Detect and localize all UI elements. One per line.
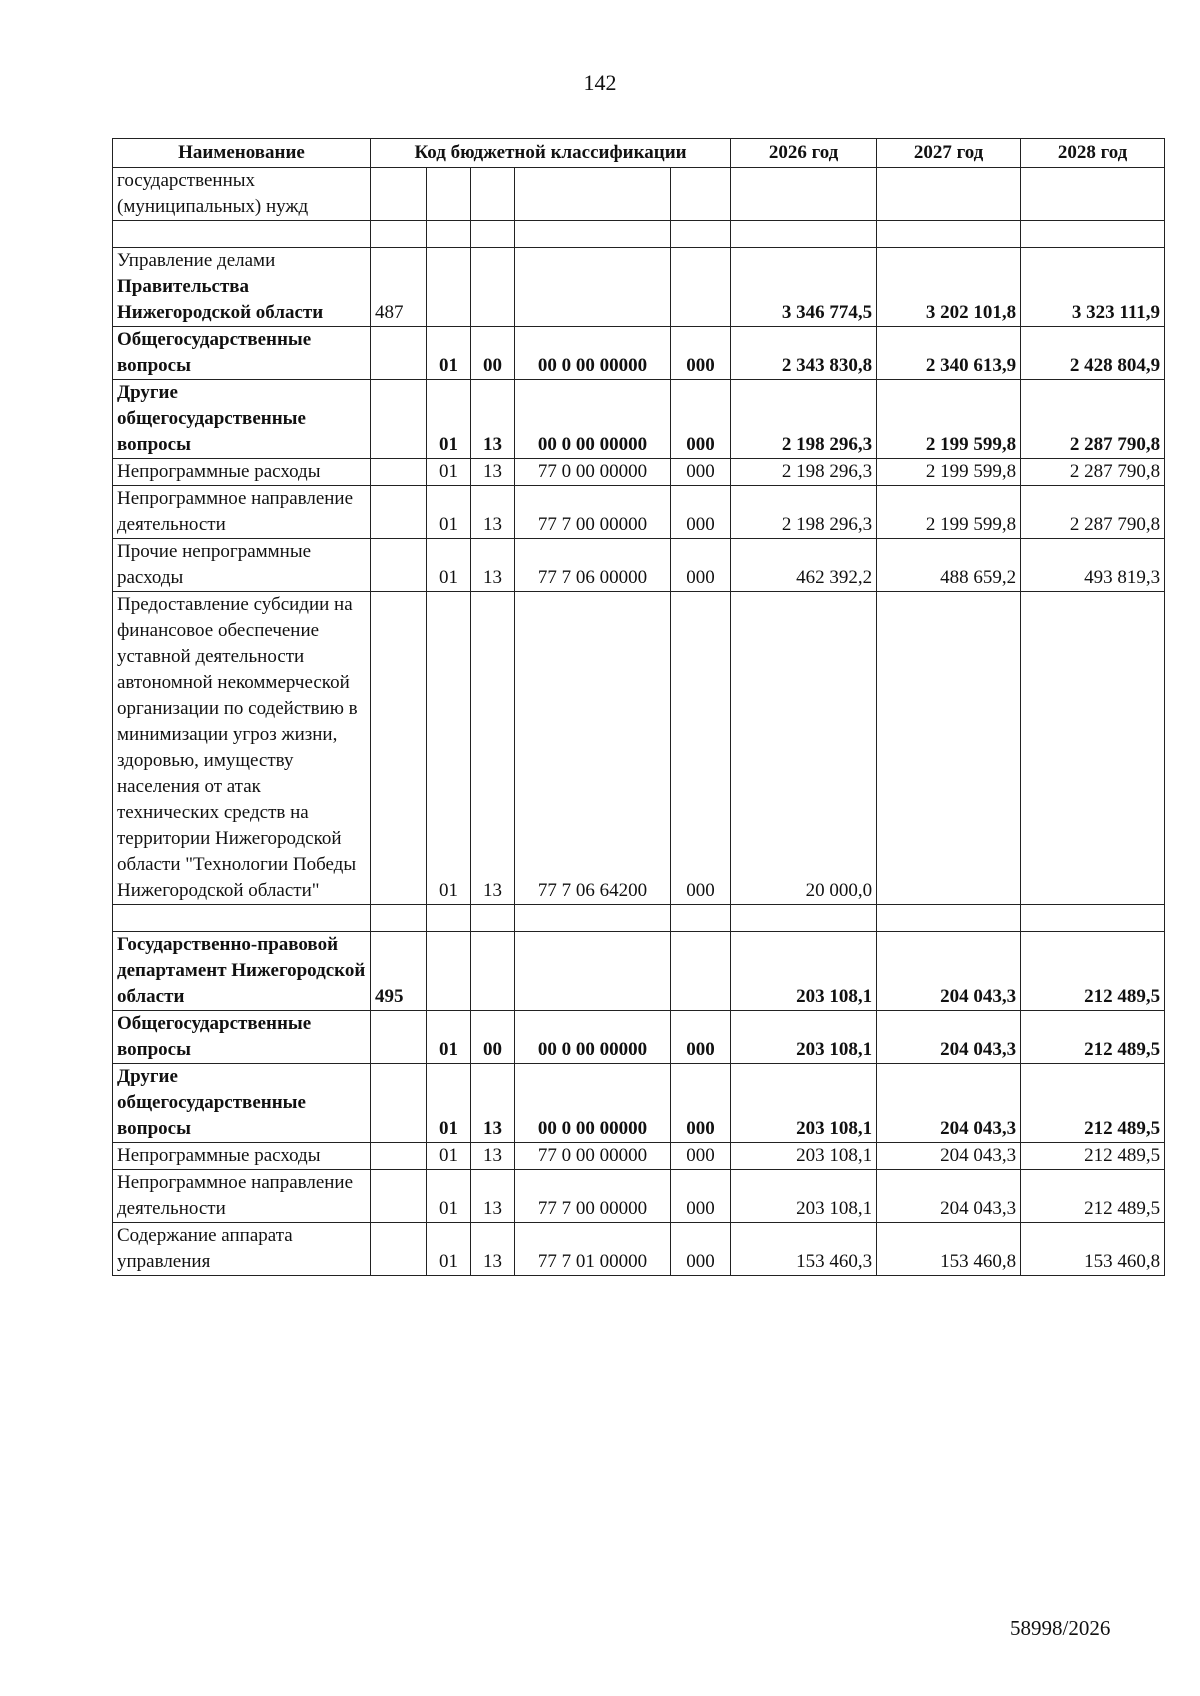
cell-name-regular: Управление делами [117,250,276,271]
cell-gr [371,486,427,539]
header-code: Код бюджетной классификации [371,139,731,168]
cell-year-3: 2 287 790,8 [1021,459,1165,486]
header-year-2: 2027 год [877,139,1021,168]
cell-rz: 01 [427,1223,471,1276]
cell-rz: 01 [427,592,471,905]
table-row [113,327,1165,380]
cell-pr: 13 [471,1064,515,1143]
cell-rz [427,168,471,221]
cell-cs: 77 7 06 64200 [515,592,671,905]
cell-name: государственных (муниципальных) нужд [113,168,371,221]
cell-rz: 01 [427,380,471,459]
cell-vr: 000 [671,539,731,592]
cell-cs: 00 0 00 00000 [515,380,671,459]
cell-gr [371,1064,427,1143]
table-row [113,459,1165,486]
spacer-row [113,221,1165,248]
cell-gr [371,1143,427,1170]
cell-rz: 01 [427,1143,471,1170]
table-row [113,1064,1165,1143]
cell-rz [427,248,471,327]
table-header-row [113,139,1165,168]
cell-rz: 01 [427,539,471,592]
cell-name: Непрограммное направление деятельности [113,486,371,539]
cell-vr: 000 [671,380,731,459]
cell-year-2: 2 340 613,9 [877,327,1021,380]
cell-name: Общегосударственные вопросы [113,327,371,380]
cell-year-3: 212 489,5 [1021,1143,1165,1170]
cell-pr: 13 [471,592,515,905]
cell-name: Непрограммные расходы [113,459,371,486]
cell-name: Общегосударственные вопросы [113,1011,371,1064]
cell-gr [371,168,427,221]
cell-year-2: 204 043,3 [877,1064,1021,1143]
empty-cell [515,905,671,932]
cell-pr [471,248,515,327]
cell-cs: 00 0 00 00000 [515,1011,671,1064]
empty-cell [877,905,1021,932]
empty-cell [1021,221,1165,248]
table-row [113,486,1165,539]
cell-year-1: 2 198 296,3 [731,380,877,459]
cell-name: Государственно-правовой департамент Нижегородской области [113,932,371,1011]
cell-pr: 13 [471,380,515,459]
table-row [113,248,1165,327]
empty-cell [371,905,427,932]
empty-cell [471,905,515,932]
cell-year-1: 203 108,1 [731,1170,877,1223]
cell-year-2: 204 043,3 [877,1170,1021,1223]
header-year-1: 2026 год [731,139,877,168]
cell-year-1: 20 000,0 [731,592,877,905]
budget-table [112,138,1165,1276]
cell-pr: 13 [471,539,515,592]
cell-pr: 00 [471,1011,515,1064]
cell-cs: 77 7 06 00000 [515,539,671,592]
cell-year-3: 493 819,3 [1021,539,1165,592]
cell-rz: 01 [427,327,471,380]
document-number: 58998/2026 [1010,1616,1111,1640]
cell-gr [371,327,427,380]
cell-year-1: 2 198 296,3 [731,459,877,486]
cell-cs: 00 0 00 00000 [515,327,671,380]
cell-year-3: 212 489,5 [1021,1064,1165,1143]
cell-year-3 [1021,592,1165,905]
cell-gr [371,380,427,459]
empty-cell [671,905,731,932]
cell-gr [371,1011,427,1064]
cell-vr: 000 [671,459,731,486]
cell-year-1: 153 460,3 [731,1223,877,1276]
spacer-row [113,905,1165,932]
cell-name: Непрограммные расходы [113,1143,371,1170]
cell-name [113,248,371,327]
cell-year-2: 2 199 599,8 [877,459,1021,486]
cell-name: Прочие непрограммные расходы [113,539,371,592]
empty-cell [1021,905,1165,932]
cell-year-1: 203 108,1 [731,1011,877,1064]
cell-pr: 13 [471,459,515,486]
cell-gr [371,459,427,486]
cell-gr [371,592,427,905]
header-name: Наименование [113,139,371,168]
empty-cell [113,221,371,248]
table-body [113,168,1165,1276]
page-number: 142 [583,70,617,95]
cell-vr: 000 [671,1170,731,1223]
cell-year-1: 462 392,2 [731,539,877,592]
cell-name: Содержание аппарата управления [113,1223,371,1276]
empty-cell [427,905,471,932]
table-row [113,168,1165,221]
cell-cs: 77 7 01 00000 [515,1223,671,1276]
cell-pr: 13 [471,486,515,539]
table-row [113,539,1165,592]
empty-cell [671,221,731,248]
cell-year-3: 212 489,5 [1021,932,1165,1011]
cell-year-2: 153 460,8 [877,1223,1021,1276]
cell-rz: 01 [427,459,471,486]
cell-pr [471,932,515,1011]
cell-year-2: 3 202 101,8 [877,248,1021,327]
table-row [113,932,1165,1011]
cell-year-1 [731,168,877,221]
cell-year-3: 212 489,5 [1021,1011,1165,1064]
cell-year-2 [877,168,1021,221]
cell-gr [371,539,427,592]
cell-year-3: 2 428 804,9 [1021,327,1165,380]
cell-year-2: 204 043,3 [877,1143,1021,1170]
cell-vr: 000 [671,1143,731,1170]
cell-year-2: 2 199 599,8 [877,486,1021,539]
cell-year-2: 204 043,3 [877,1011,1021,1064]
cell-year-1: 203 108,1 [731,932,877,1011]
cell-gr: 487 [371,248,427,327]
table-row [113,1011,1165,1064]
cell-gr: 495 [371,932,427,1011]
cell-vr [671,932,731,1011]
cell-year-3: 153 460,8 [1021,1223,1165,1276]
cell-rz [427,932,471,1011]
empty-cell [731,905,877,932]
cell-cs [515,932,671,1011]
empty-cell [371,221,427,248]
table-row [113,1223,1165,1276]
cell-pr: 13 [471,1170,515,1223]
cell-year-3: 2 287 790,8 [1021,486,1165,539]
cell-gr [371,1170,427,1223]
cell-name: Непрограммное направление деятельности [113,1170,371,1223]
empty-cell [515,221,671,248]
table-row [113,592,1165,905]
cell-cs: 77 0 00 00000 [515,459,671,486]
cell-pr [471,168,515,221]
empty-cell [427,221,471,248]
cell-vr: 000 [671,486,731,539]
cell-rz: 01 [427,486,471,539]
cell-name-bold: Правительства Нижегородской области [117,276,324,323]
cell-year-1: 203 108,1 [731,1064,877,1143]
cell-name: Другие общегосударственные вопросы [113,380,371,459]
cell-cs [515,248,671,327]
cell-vr [671,168,731,221]
cell-vr [671,248,731,327]
cell-year-3: 3 323 111,9 [1021,248,1165,327]
cell-rz: 01 [427,1011,471,1064]
cell-vr: 000 [671,592,731,905]
cell-year-2: 204 043,3 [877,932,1021,1011]
cell-name: Другие общегосударственные вопросы [113,1064,371,1143]
header-year-3: 2028 год [1021,139,1165,168]
cell-cs: 77 7 00 00000 [515,1170,671,1223]
cell-name: Предоставление субсидии на финансовое обеспечение уставной деятельности автономной некоммерческой организации по содействию в минимизации угроз жизни, здоровью, имуществу населения от атак технических средств на территории Нижегородской области "Технологии Победы Нижегородской области" [113,592,371,905]
cell-year-1: 3 346 774,5 [731,248,877,327]
cell-pr: 13 [471,1143,515,1170]
cell-cs: 00 0 00 00000 [515,1064,671,1143]
cell-vr: 000 [671,1064,731,1143]
table-row [113,380,1165,459]
cell-year-2: 2 199 599,8 [877,380,1021,459]
cell-year-3: 2 287 790,8 [1021,380,1165,459]
table-row [113,1170,1165,1223]
cell-vr: 000 [671,327,731,380]
cell-year-2: 488 659,2 [877,539,1021,592]
empty-cell [471,221,515,248]
cell-year-3: 212 489,5 [1021,1170,1165,1223]
cell-year-1: 2 198 296,3 [731,486,877,539]
empty-cell [877,221,1021,248]
cell-year-1: 2 343 830,8 [731,327,877,380]
empty-cell [113,905,371,932]
cell-cs: 77 0 00 00000 [515,1143,671,1170]
cell-year-3 [1021,168,1165,221]
cell-rz: 01 [427,1064,471,1143]
cell-cs [515,168,671,221]
cell-cs: 77 7 00 00000 [515,486,671,539]
cell-vr: 000 [671,1223,731,1276]
cell-gr [371,1223,427,1276]
cell-rz: 01 [427,1170,471,1223]
empty-cell [731,221,877,248]
cell-pr: 13 [471,1223,515,1276]
table-row [113,1143,1165,1170]
cell-year-1: 203 108,1 [731,1143,877,1170]
cell-year-2 [877,592,1021,905]
cell-pr: 00 [471,327,515,380]
cell-vr: 000 [671,1011,731,1064]
